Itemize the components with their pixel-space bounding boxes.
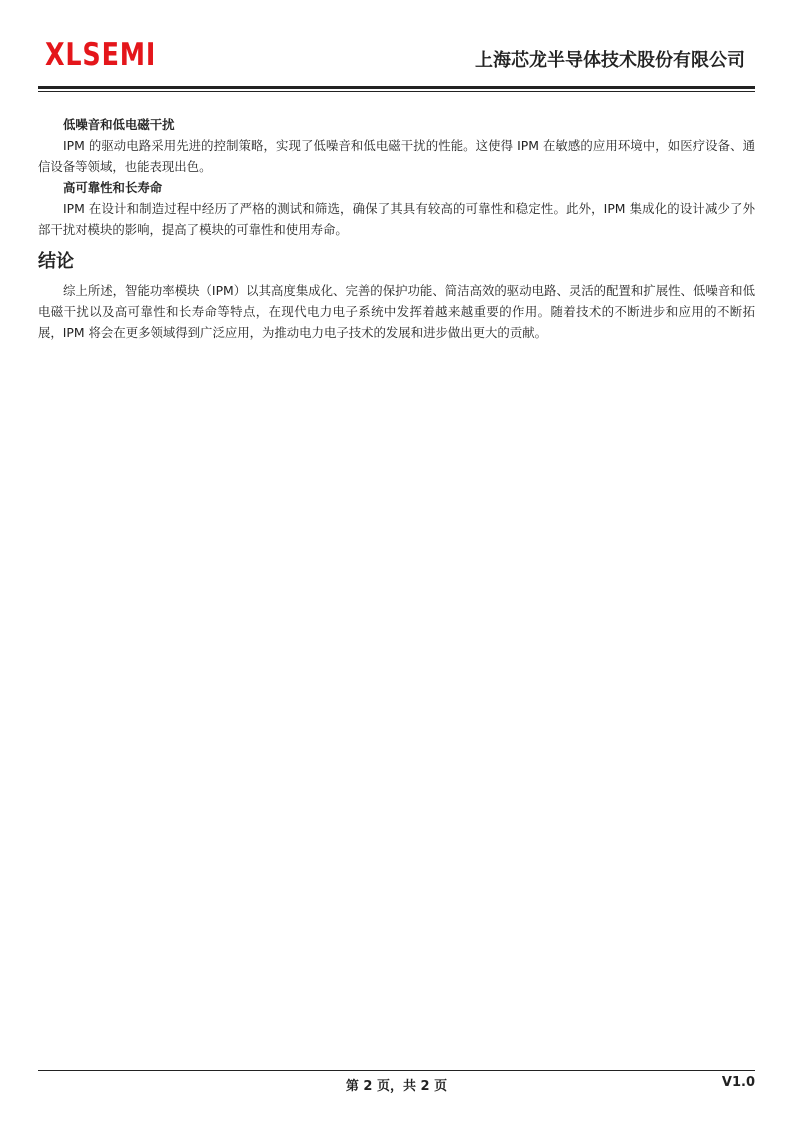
page-number: 第 2 页，共 2 页 xyxy=(345,1079,448,1094)
subheading-reliability: 高可靠性和长寿命 xyxy=(63,180,163,195)
section-title-conclusion: 结论 xyxy=(38,251,74,272)
company-logo: XLSEMI xyxy=(45,37,157,73)
version-label: V1.0 xyxy=(721,1075,755,1090)
paragraph-reliability: IPM 在设计和制造过程中经历了严格的测试和筛选，确保了其具有较高的可靠性和稳定性。此外，IPM 集成化的设计减少了外部干扰对模块的影响，提高了模块的可靠性和使用寿命。 xyxy=(38,201,755,237)
header-rule-thick xyxy=(38,86,755,89)
document-body xyxy=(38,114,755,343)
subheading-low-noise: 低噪音和低电磁干扰 xyxy=(63,117,175,132)
header-rule-thin xyxy=(38,91,755,92)
footer-rule xyxy=(38,1070,755,1071)
company-name: 上海芯龙半导体技术股份有限公司 xyxy=(475,50,745,71)
paragraph-low-noise: IPM 的驱动电路采用先进的控制策略，实现了低噪音和低电磁干扰的性能。这使得 IPM 在敏感的应用环境中，如医疗设备、通信设备等领域，也能表现出色。 xyxy=(38,138,755,174)
paragraph-conclusion: 综上所述，智能功率模块（IPM）以其高度集成化、完善的保护功能、简洁高效的驱动电路、灵活的配置和扩展性、低噪音和低电磁干扰以及高可靠性和长寿命等特点，在现代电力电子系统中发挥着越来越重要的作用。随着技术的不断进步和应用的不断拓展，IPM 将会在更多领域得到广泛应用，为推动电力电子技术的发展和进步做出更大的贡献。 xyxy=(38,283,755,340)
